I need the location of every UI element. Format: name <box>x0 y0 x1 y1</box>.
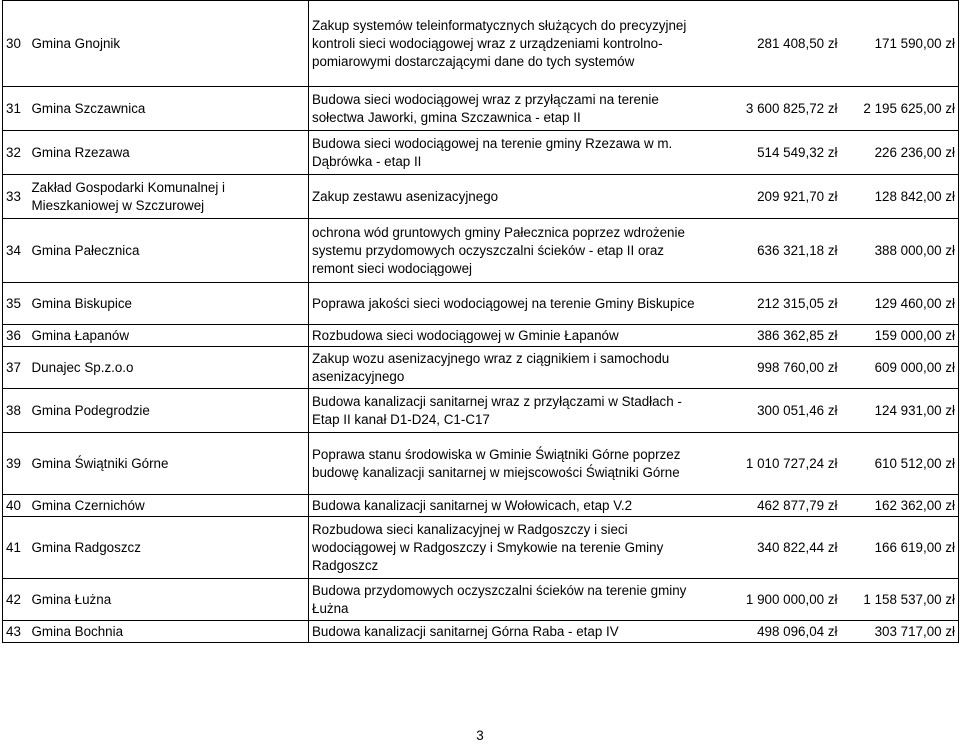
total-cost: 300 051,46 zł <box>709 389 841 433</box>
project-title: Budowa kanalizacji sanitarnej Górna Raba - etap IV <box>309 621 709 643</box>
project-title: Budowa przydomowych oczyszczalni ścieków na terenie gminy Łużna <box>309 579 709 621</box>
row-number: 41 <box>3 517 29 579</box>
total-cost: 3 600 825,72 zł <box>709 87 841 131</box>
table-row <box>3 621 959 643</box>
table-row <box>3 1 959 87</box>
total-cost: 998 760,00 zł <box>709 347 841 389</box>
project-title: Budowa sieci wodociągowej na terenie gminy Rzezawa w m. Dąbrówka - etap II <box>309 131 709 175</box>
project-title: Budowa kanalizacji sanitarnej wraz z przyłączami w Stadłach - Etap II kanał D1-D24, C1-C17 <box>309 389 709 433</box>
grant-amount: 124 931,00 zł <box>841 389 959 433</box>
beneficiary: Gmina Pałecznica <box>29 219 309 283</box>
beneficiary: Gmina Łapanów <box>29 325 309 347</box>
grant-amount: 610 512,00 zł <box>841 433 959 495</box>
grant-amount: 159 000,00 zł <box>841 325 959 347</box>
table-row <box>3 433 959 495</box>
grant-amount: 1 158 537,00 zł <box>841 579 959 621</box>
project-title: Budowa sieci wodociągowej wraz z przyłączami na terenie sołectwa Jaworki, gmina Szczawnica - etap II <box>309 87 709 131</box>
grant-amount: 166 619,00 zł <box>841 517 959 579</box>
total-cost: 462 877,79 zł <box>709 495 841 517</box>
total-cost: 1 900 000,00 zł <box>709 579 841 621</box>
project-title: Rozbudowa sieci wodociągowej w Gminie Łapanów <box>309 325 709 347</box>
project-title: Rozbudowa sieci kanalizacyjnej w Radgoszczy i sieci wodociągowej w Radgoszczy i Smykowie na terenie Gminy Radgoszcz <box>309 517 709 579</box>
beneficiary: Gmina Rzezawa <box>29 131 309 175</box>
project-title: Zakup zestawu asenizacyjnego <box>309 175 709 219</box>
beneficiary: Gmina Czernichów <box>29 495 309 517</box>
total-cost: 281 408,50 zł <box>709 1 841 87</box>
project-title: Zakup systemów teleinformatycznych służących do precyzyjnej kontroli sieci wodociągowej wraz z urządzeniami kontrolno-pomiarowymi dostarczającymi dane do tych systemów <box>309 1 709 87</box>
table-row <box>3 283 959 325</box>
table-row <box>3 175 959 219</box>
project-title: Budowa kanalizacji sanitarnej w Wołowicach, etap V.2 <box>309 495 709 517</box>
row-number: 42 <box>3 579 29 621</box>
grant-amount: 129 460,00 zł <box>841 283 959 325</box>
table-row <box>3 579 959 621</box>
total-cost: 636 321,18 zł <box>709 219 841 283</box>
project-title: ochrona wód gruntowych gminy Pałecznica poprzez wdrożenie systemu przydomowych oczyszczalni ścieków - etap II oraz remont sieci wodociągowej <box>309 219 709 283</box>
table-row <box>3 495 959 517</box>
beneficiary: Gmina Podegrodzie <box>29 389 309 433</box>
total-cost: 209 921,70 zł <box>709 175 841 219</box>
grant-amount: 303 717,00 zł <box>841 621 959 643</box>
grants-table <box>2 0 959 643</box>
beneficiary: Gmina Łużna <box>29 579 309 621</box>
total-cost: 340 822,44 zł <box>709 517 841 579</box>
grant-amount: 2 195 625,00 zł <box>841 87 959 131</box>
table-row <box>3 325 959 347</box>
total-cost: 498 096,04 zł <box>709 621 841 643</box>
beneficiary: Gmina Bochnia <box>29 621 309 643</box>
row-number: 40 <box>3 495 29 517</box>
total-cost: 386 362,85 zł <box>709 325 841 347</box>
row-number: 30 <box>3 1 29 87</box>
row-number: 36 <box>3 325 29 347</box>
row-number: 32 <box>3 131 29 175</box>
row-number: 43 <box>3 621 29 643</box>
grant-amount: 388 000,00 zł <box>841 219 959 283</box>
total-cost: 212 315,05 zł <box>709 283 841 325</box>
beneficiary: Gmina Gnojnik <box>29 1 309 87</box>
project-title: Zakup wozu asenizacyjnego wraz z ciągnikiem i samochodu asenizacyjnego <box>309 347 709 389</box>
row-number: 34 <box>3 219 29 283</box>
beneficiary: Zakład Gospodarki Komunalnej i Mieszkaniowej w Szczurowej <box>29 175 309 219</box>
grant-amount: 162 362,00 zł <box>841 495 959 517</box>
beneficiary: Dunajec Sp.z.o.o <box>29 347 309 389</box>
row-number: 37 <box>3 347 29 389</box>
row-number: 31 <box>3 87 29 131</box>
table-row <box>3 219 959 283</box>
grant-amount: 128 842,00 zł <box>841 175 959 219</box>
grant-amount: 171 590,00 zł <box>841 1 959 87</box>
grant-amount: 226 236,00 zł <box>841 131 959 175</box>
row-number: 39 <box>3 433 29 495</box>
row-number: 33 <box>3 175 29 219</box>
project-title: Poprawa jakości sieci wodociągowej na terenie Gminy Biskupice <box>309 283 709 325</box>
grant-amount: 609 000,00 zł <box>841 347 959 389</box>
table-row <box>3 389 959 433</box>
beneficiary: Gmina Świątniki Górne <box>29 433 309 495</box>
row-number: 35 <box>3 283 29 325</box>
project-title: Poprawa stanu środowiska w Gminie Świątniki Górne poprzez budowę kanalizacji sanitarnej w miejscowości Świątniki Górne <box>309 433 709 495</box>
beneficiary: Gmina Radgoszcz <box>29 517 309 579</box>
beneficiary: Gmina Szczawnica <box>29 87 309 131</box>
total-cost: 1 010 727,24 zł <box>709 433 841 495</box>
table-row <box>3 517 959 579</box>
row-number: 38 <box>3 389 29 433</box>
total-cost: 514 549,32 zł <box>709 131 841 175</box>
beneficiary: Gmina Biskupice <box>29 283 309 325</box>
table-row <box>3 131 959 175</box>
table-row <box>3 347 959 389</box>
table-row <box>3 87 959 131</box>
page-number: 3 <box>476 728 484 743</box>
